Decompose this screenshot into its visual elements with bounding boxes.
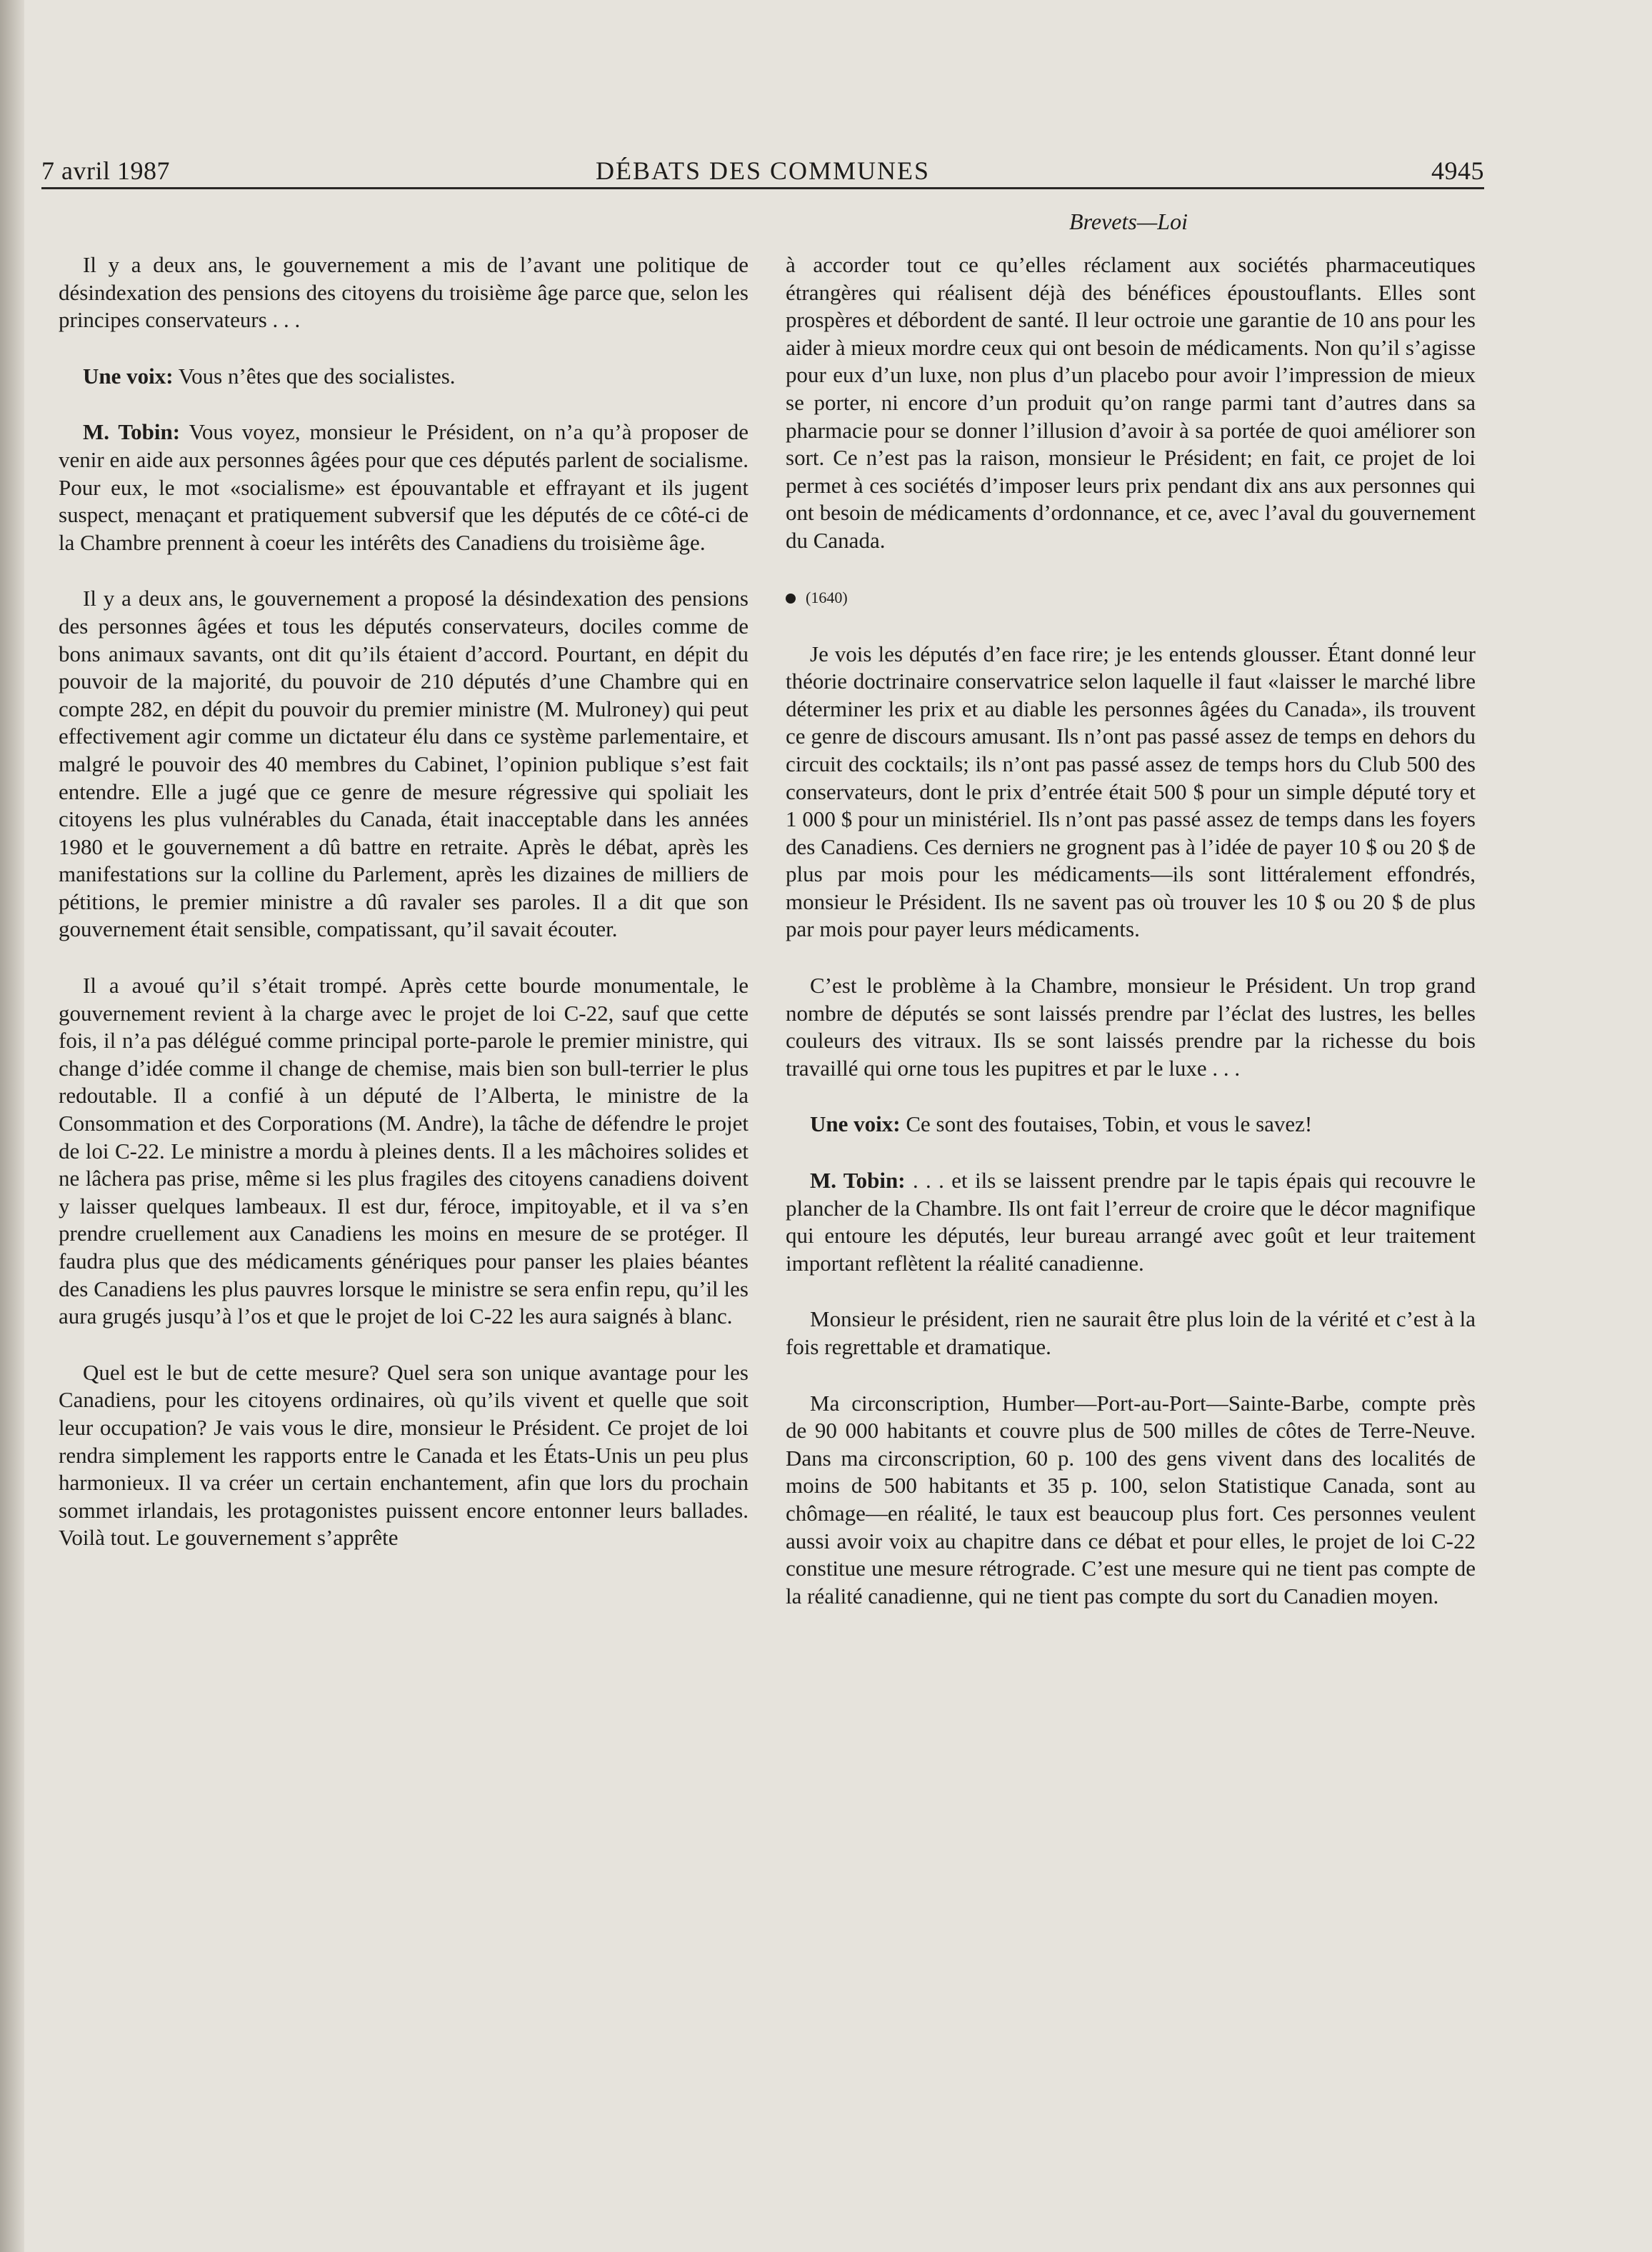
speech-paragraph: [59, 363, 749, 391]
speaker-label: M. Tobin:: [810, 1168, 906, 1193]
paragraph: Monsieur le président, rien ne saurait être plus loin de la vérité et c’est à la fois regrettable et dramatique.: [786, 1306, 1476, 1359]
time-marker-text: (1640): [806, 588, 848, 606]
speech-paragraph: [786, 1167, 1476, 1277]
paragraph: à accorder tout ce qu’elles réclament aux sociétés pharmaceutiques étrangères qui réalisent déjà des bénéfices époustouflants. Elles sont prospères et débordent de santé. Il leur octroie une garantie de 10 ans pour les aider à mieux mordre ceux qui ont besoin de médicaments. Non qu’il s’agisse pour eux d’un luxe, non plus d’un placebo pour avoir l’impression de mieux se porter, ni encore d’un produit qu’on range parmi tant d’autres dans sa pharmacie pour se donner l’illusion d’avoir à sa portée de quoi améliorer son sort. Ce n’est pas la raison, monsieur le Président; en fait, ce projet de loi permet à ces sociétés d’imposer leurs prix pendant dix ans aux personnes qui ont besoin de médicaments d’ordonnance, et ce, avec l’aval du gouvernement du Canada.: [786, 252, 1476, 553]
speaker-label: Une voix:: [83, 363, 174, 389]
speech-paragraph: [59, 419, 749, 556]
paragraph: Quel est le but de cette mesure? Quel sera son unique avantage pour les Canadiens, pour les citoyens ordinaires, où qu’ils vivent et quelle que soit leur occupation? Je vais vous le dire, monsieur le Président. Ce projet de loi rendra simplement les rapports entre le Canada et les États-Unis un peu plus harmonieux. Il va créer un certain enchantement, afin que lors du prochain sommet irlandais, les protagonistes puissent encore entonner leurs ballades. Voilà tout. Le gouvernement s’apprête: [59, 1359, 749, 1551]
paragraph: Il y a deux ans, le gouvernement a proposé la désindexation des pensions des personnes âgées et tous les députés conservateurs, dociles comme de bons animaux savants, ont dit qu’ils étaient d’accord. Pourtant, en dépit du pouvoir de la majorité, du pouvoir de 210 députés d’une Chambre qui en compte 282, en dépit du pouvoir du premier ministre (M. Mulroney) qui peut effectivement agir comme un dictateur élu dans ce système parlementaire, et malgré le pouvoir des 40 membres du Cabinet, l’opinion publique s’est fait entendre. Elle a jugé que ce genre de mesure régressive qui spoliait les citoyens les plus vulnérables du Canada, était inacceptable dans les années 1980 et le gouvernement a dû battre en retraite. Après le débat, après les manifestations sur la colline du Parlement, après les dizaines de milliers de pétitions, le premier ministre a dû ravaler ses paroles. Il a dit que son gouvernement était sensible, compatissant, qu’il savait écouter.: [59, 586, 749, 942]
bullet-icon: [786, 594, 796, 604]
header-page-number: 4945: [1431, 156, 1484, 185]
speech-text: . . . et ils se laissent prendre par le tapis épais qui recouvre le plancher de la Chambre. Ils ont fait l’erreur de croire que le décor magnifique qui entoure les députés, leur bureau arrangé avec goût et leur traitement important reflètent la réalité canadienne.: [786, 1168, 1476, 1276]
paragraph: Je vois les députés d’en face rire; je les entends glousser. Étant donné leur théorie doctrinaire conservatrice selon laquelle il faut «laisser le marché libre déterminer les prix et au diable les personnes âgées du Canada», ils trouvent ce genre de discours amusant. Ils n’ont pas passé assez de temps en dehors du circuit des cocktails; ils n’ont pas passé assez de temps hors du Club 500 des conservateurs, dont le prix d’entrée était 500 $ pour un simple député tory et 1 000 $ pour un ministériel. Ils n’ont pas passé assez de temps dans les foyers des Canadiens. Ces derniers ne grognent pas à l’idée de payer 10 $ ou 20 $ de plus par mois pour les médicaments—ils sont littéralement effondrés, monsieur le Président. Ils ne savent pas où trouver les 10 $ ou 20 $ de plus par mois pour payer leurs médicaments.: [786, 641, 1476, 942]
paragraph: Ma circonscription, Humber—Port-au-Port—Sainte-Barbe, compte près de 90 000 habitants et couvre plus de 500 milles de côtes de Terre-Neuve. Dans ma circonscription, 60 p. 100 des gens vivent dans des localités de moins de 500 habitants et 35 p. 100, selon Statistique Canada, sont au chômage—en réalité, le taux est beaucoup plus fort. Ces personnes veulent aussi avoir voix au chapitre dans ce débat et pour elles, le projet de loi C-22 constitue une mesure rétrograde. C’est une mesure qui ne tient pas compte de la réalité canadienne, qui ne tient pas compte du sort du Canadien moyen.: [786, 1390, 1476, 1608]
header-rule: [41, 187, 1484, 189]
speech-text: Vous n’êtes que des socialistes.: [178, 363, 456, 389]
speaker-label: M. Tobin:: [83, 419, 181, 445]
speaker-label: Une voix:: [810, 1111, 901, 1137]
paragraph: C’est le problème à la Chambre, monsieur le Président. Un trop grand nombre de députés se sont laissés prendre par l’éclat des lustres, les belles couleurs des vitraux. Ils se sont laissés prendre par la richesse du bois travaillé qui orne tous les pupitres et par le luxe . . .: [786, 973, 1476, 1081]
speech-text: Vous voyez, monsieur le Président, on n’a qu’à proposer de venir en aide aux personnes âgées pour que ces députés parlent de socialisme. Pour eux, le mot «socialisme» est épouvantable et effrayant et ils jugent suspect, menaçant et pratiquement subversif que les députés de ce côté-ci de la Chambre prennent à coeur les intérêts des Canadiens du troisième âge.: [59, 419, 749, 555]
book-spine-shadow: [0, 0, 24, 2252]
speech-text: Ce sont des foutaises, Tobin, et vous le savez!: [906, 1111, 1313, 1137]
right-column: [786, 251, 1476, 1638]
running-head: Brevets—Loi: [1069, 209, 1188, 234]
header-date: 7 avril 1987: [41, 156, 170, 185]
paragraph: Il y a deux ans, le gouvernement a mis de l’avant une politique de désindexation des pensions des citoyens du troisième âge parce que, selon les principes conservateurs . . .: [59, 252, 749, 333]
left-column: [59, 251, 749, 1581]
speech-paragraph: [786, 1111, 1476, 1138]
header-title: DÉBATS DES COMMUNES: [595, 156, 931, 185]
time-marker: [786, 584, 1476, 612]
page-header: [41, 156, 1484, 189]
paragraph: Il a avoué qu’il s’était trompé. Après cette bourde monumentale, le gouvernement revient à la charge avec le projet de loi C-22, sauf que cette fois, il n’a pas délégué comme principal porte-parole le premier ministre, qui change d’idée comme il change de chemise, mais bien son bull-terrier le plus redoutable. Il a confié à un député de l’Alberta, le ministre de la Consommation et des Corporations (M. Andre), la tâche de défendre le projet de loi C-22. Le ministre a mordu à pleines dents. Il a les mâchoires solides et ne lâchera pas prise, même si les plus fragiles des citoyens canadiens doivent y laisser quelques lambeaux. Il est dur, féroce, impitoyable, et il va s’en prendre cruellement aux Canadiens les moins en mesure de se protéger. Il faudra plus que des médicaments génériques pour panser les plaies béantes des Canadiens les plus pauvres lorsque le ministre se sera enfin repu, qu’il les aura grugés jusqu’à l’os et que le projet de loi C-22 les aura saignés à blanc.: [59, 973, 749, 1329]
